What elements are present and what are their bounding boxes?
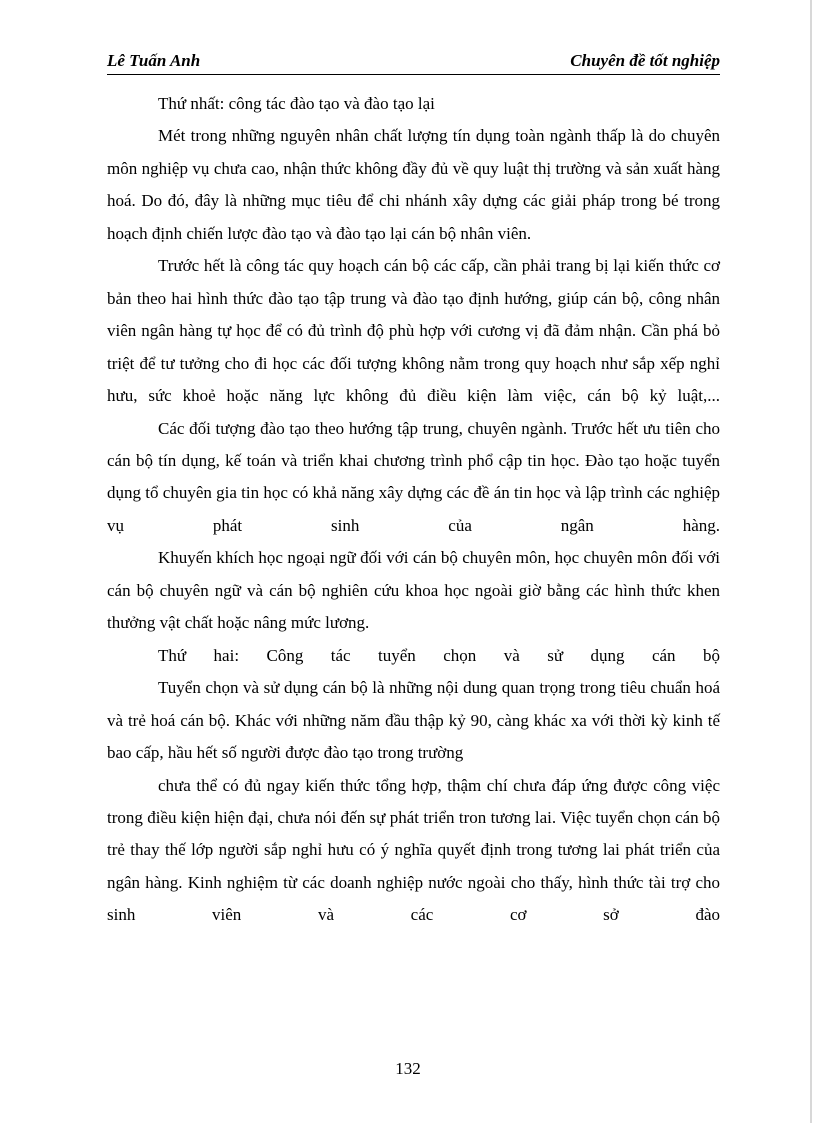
page-edge-line (810, 0, 812, 1123)
running-header (107, 48, 720, 75)
body-text (107, 88, 720, 932)
paragraph: chưa thể có đủ ngay kiến thức tổng hợp, thậm chí chưa đáp ứng được công việc trong điều kiện hiện đại, chưa nói đến sự phát triển tron tương lai. Việc tuyển chọn cán bộ trẻ thay thế lớp người sắp nghỉ hưu có ý nghĩa quyết định trong tương lai phát triển của ngân hàng. Kinh nghiệm từ các doanh nghiệp nước ngoài cho thấy, hình thức tài trợ cho sinh viên và các cơ sở đào (107, 775, 720, 925)
paragraph: Mét trong những nguyên nhân chất lượng tín dụng toàn ngành thấp là do chuyên môn nghiệp vụ chưa cao, nhận thức không đầy đủ về quy luật thị trường và sản xuất hàng hoá. Do đó, đây là những mục tiêu để chi nhánh xây dựng các giải pháp trong bé trong hoạch định chiến lược đào tạo và đào tạo lại cán bộ nhân viên. (107, 126, 720, 243)
paragraph: Các đối tượng đào tạo theo hướng tập trung, chuyên ngành. Trước hết ưu tiên cho cán bộ tín dụng, kế toán và triển khai chương trình phổ cập tin học. Đào tạo hoặc tuyển dụng tổ chuyên gia tin học có khả năng xây dựng các đề án tin học và lập trình các nghiệp vụ phát sinh của ngân hàng. (107, 418, 720, 535)
paragraph: Khuyến khích học ngoại ngữ đối với cán bộ chuyên môn, học chuyên môn đối với cán bộ chuyên ngữ và cán bộ nghiên cứu khoa học ngoài giờ bằng các hình thức khen thưởng vật chất hoặc nâng mức lương. (107, 548, 720, 633)
section-heading-first: Thứ nhất: công tác đào tạo và đào tạo lại (158, 94, 435, 113)
header-author: Lê Tuấn Anh (107, 51, 201, 70)
paragraph: Tuyển chọn và sử dụng cán bộ là những nội dung quan trọng trong tiêu chuẩn hoá và trẻ hoá cán bộ. Khác với những năm đầu thập kỷ 90, càng khác xa với thời kỳ kinh tế bao cấp, hầu hết số người được đào tạo trong trường (107, 678, 720, 763)
header-document-type: Chuyên đề tốt nghiệp (570, 51, 720, 70)
section-heading-second: Thứ hai: Công tác tuyển chọn và sử dụng cán bộ (158, 645, 720, 665)
paragraph: Trước hết là công tác quy hoạch cán bộ các cấp, cần phải trang bị lại kiến thức cơ bản theo hai hình thức đào tạo tập trung và đào tạo định hướng, giúp cán bộ, công nhân viên ngân hàng tự học để có đủ trình độ phù hợp với cương vị đã đảm nhận. Cần phá bỏ triệt để tư tưởng cho đi học các đối tượng không nằm trong quy hoạch như sắp xếp nghỉ hưu, sức khoẻ hoặc năng lực không đủ điều kiện làm việc, cán bộ kỷ luật,... (107, 256, 720, 406)
page-number: 132 (395, 1059, 421, 1078)
